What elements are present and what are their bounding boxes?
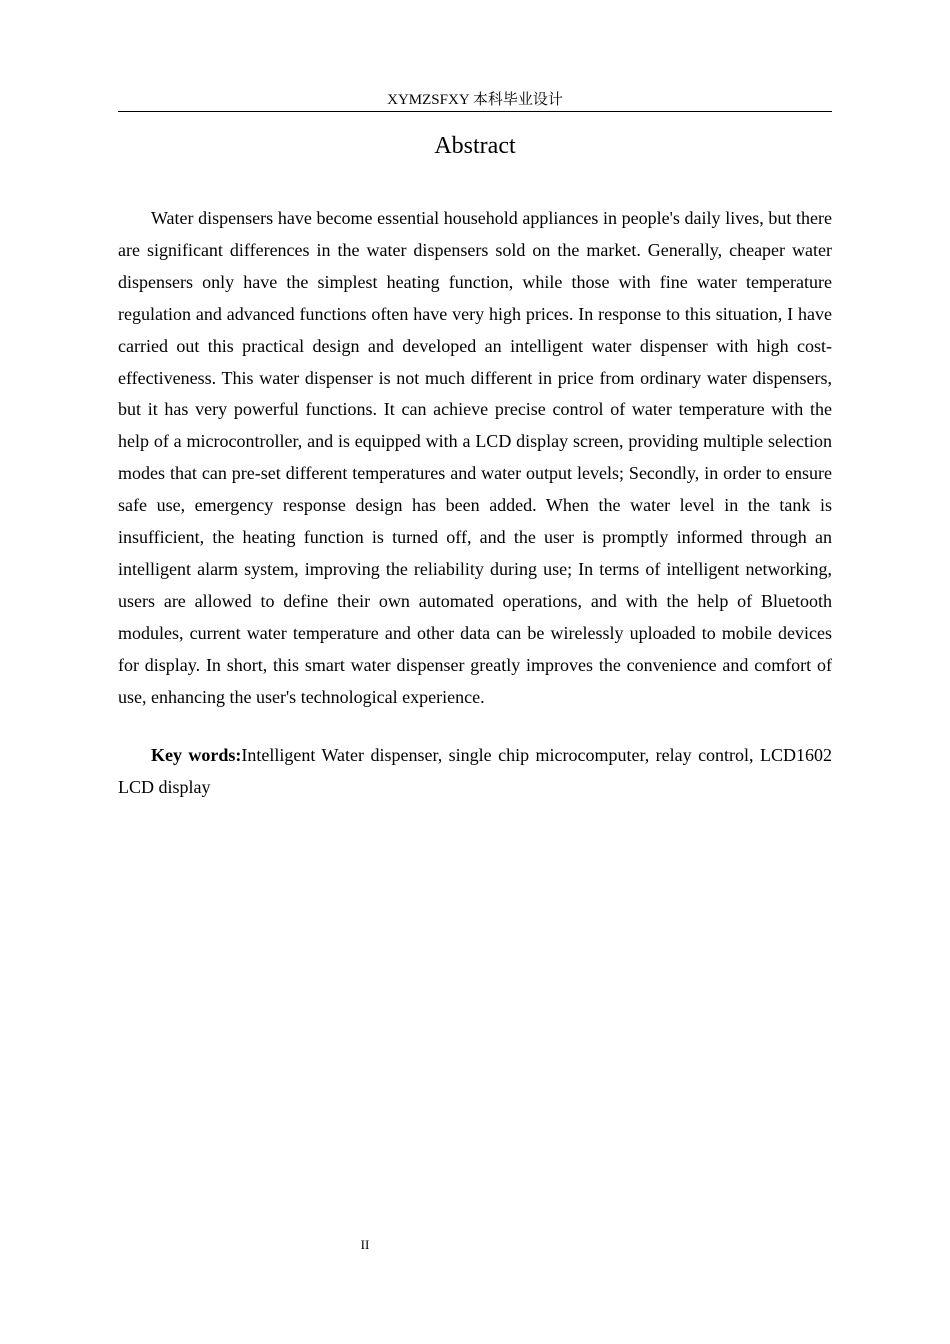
keywords-label: Key words: — [151, 745, 242, 765]
abstract-paragraph: Water dispensers have become essential household appliances in people's daily lives, but there are significant differences in the water dispensers sold on the market. Generally, cheaper water dispensers only have the simplest heating function, while those with fine water temperature regulation and advanced functions often have very high prices. In response to this situation, I have carried out this practical design and developed an intelligent water dispenser with high cost-effectiveness. This water dispenser is not much different in price from ordinary water dispensers, but it has very powerful functions. It can achieve precise control of water temperature with the help of a microcontroller, and is equipped with a LCD display screen, providing multiple selection modes that can pre-set different temperatures and water output levels; Secondly, in order to ensure safe use, emergency response design has been added. When the water level in the tank is insufficient, the heating function is turned off, and the user is promptly informed through an intelligent alarm system, improving the reliability during use; In terms of intelligent networking, users are allowed to define their own automated operations, and with the help of Bluetooth modules, current water temperature and other data can be wirelessly uploaded to mobile devices for display. In short, this smart water dispenser greatly improves the convenience and comfort of use, enhancing the user's technological experience. — [118, 208, 832, 707]
page-number: II — [360, 1237, 370, 1252]
running-header: XYMZSFXY 本科毕业设计 — [118, 91, 832, 112]
abstract-title: Abstract — [434, 133, 516, 159]
keywords-text: Intelligent Water dispenser, single chip microcomputer, relay control, LCD1602 LCD display — [118, 745, 832, 797]
keywords-paragraph — [118, 740, 832, 804]
